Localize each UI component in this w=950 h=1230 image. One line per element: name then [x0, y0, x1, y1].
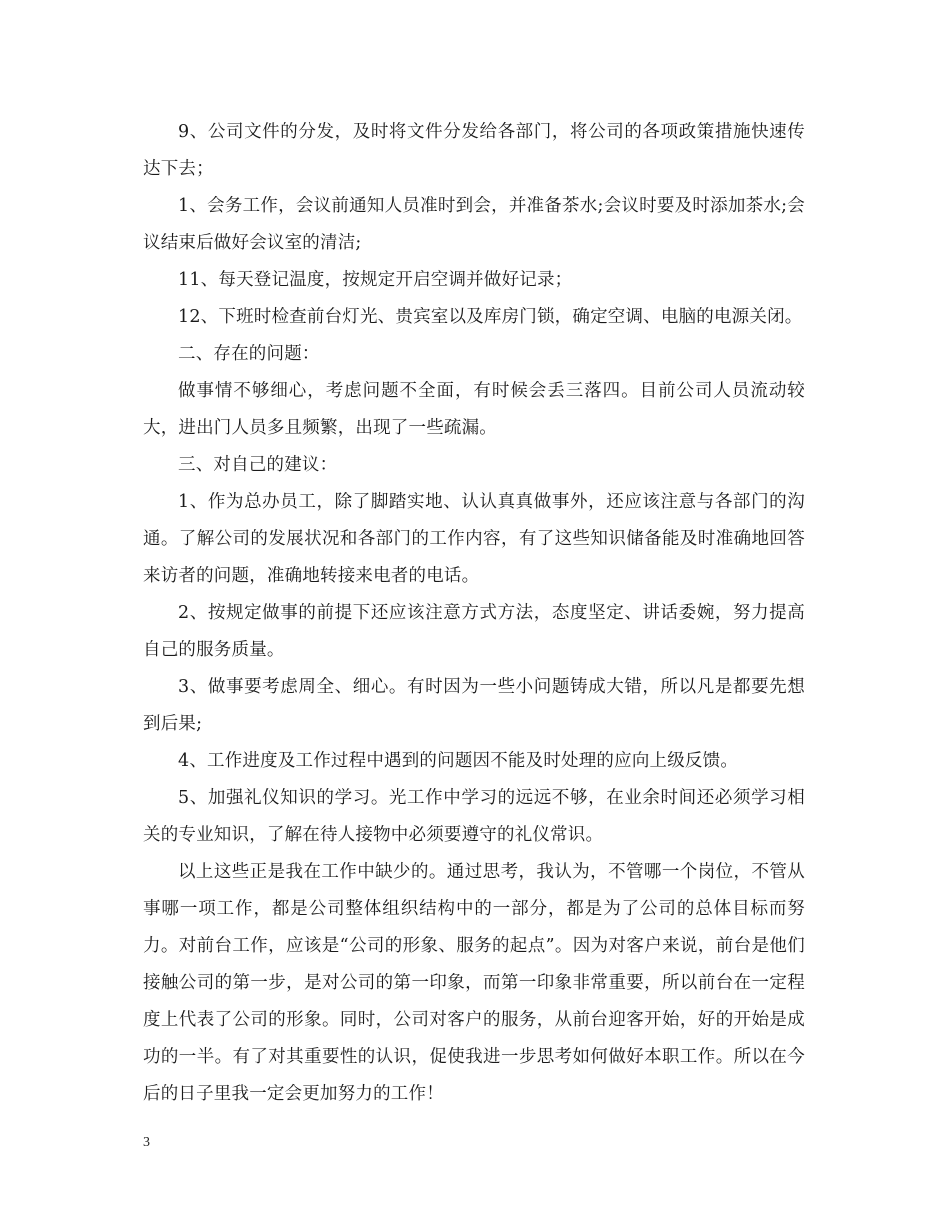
page-number: 3 [143, 1135, 150, 1150]
paragraph: 11、每天登记温度，按规定开启空调并做好记录； [178, 270, 573, 290]
paragraph: 1、会务工作，会议前通知人员准时到会，并准备茶水;会议时要及时添加茶水;会议结束后做好会议室的清洁; [143, 196, 805, 253]
section-heading: 二、存在的问题： [178, 344, 320, 364]
section-heading: 三、对自己的建议： [178, 455, 338, 475]
paragraph: 以上这些正是我在工作中缺少的。通过思考，我认为，不管哪一个岗位，不管从事哪一项工作，都是公司整体组织结构中的一部分，都是为了公司的总体目标而努力。对前台工作，应该是“公司的形象、服务的起点”。因为对客户来说，前台是他们接触公司的第一步，是对公司的第一印象，而第一印象非常重要，所以前台在一定程度上代表了公司的形象。同时，公司对客户的服务，从前台迎客开始，好的开始是成功的一半。有了对其重要性的认识，促使我进一步思考如何做好本职工作。所以在今后的日子里我一定会更加努力的工作！ [143, 862, 805, 1104]
paragraph: 1、作为总办员工，除了脚踏实地、认认真真做事外，还应该注意与各部门的沟通。了解公司的发展状况和各部门的工作内容，有了这些知识储备能及时准确地回答来访者的问题，准确地转接来电者的电话。 [143, 492, 805, 586]
document-body [143, 114, 805, 1113]
paragraph: 做事情不够细心，考虑问题不全面，有时候会丢三落四。目前公司人员流动较大，进出门人员多且频繁，出现了一些疏漏。 [143, 381, 805, 438]
paragraph: 4、工作进度及工作过程中遇到的问题因不能及时处理的应向上级反馈。 [178, 751, 739, 771]
paragraph: 5、加强礼仪知识的学习。光工作中学习的远远不够，在业余时间还必须学习相关的专业知识，了解在待人接物中必须要遵守的礼仪常识。 [143, 788, 805, 845]
paragraph: 12、下班时检查前台灯光、贵宾室以及库房门锁，确定空调、电脑的电源关闭。 [178, 307, 803, 327]
paragraph: 3、做事要考虑周全、细心。有时因为一些小问题铸成大错，所以凡是都要先想到后果; [143, 677, 805, 734]
paragraph: 2、按规定做事的前提下还应该注意方式方法，态度坚定、讲话委婉，努力提高自己的服务质量。 [143, 603, 805, 660]
paragraph: 9、公司文件的分发，及时将文件分发给各部门，将公司的各项政策措施快速传达下去； [143, 122, 805, 179]
